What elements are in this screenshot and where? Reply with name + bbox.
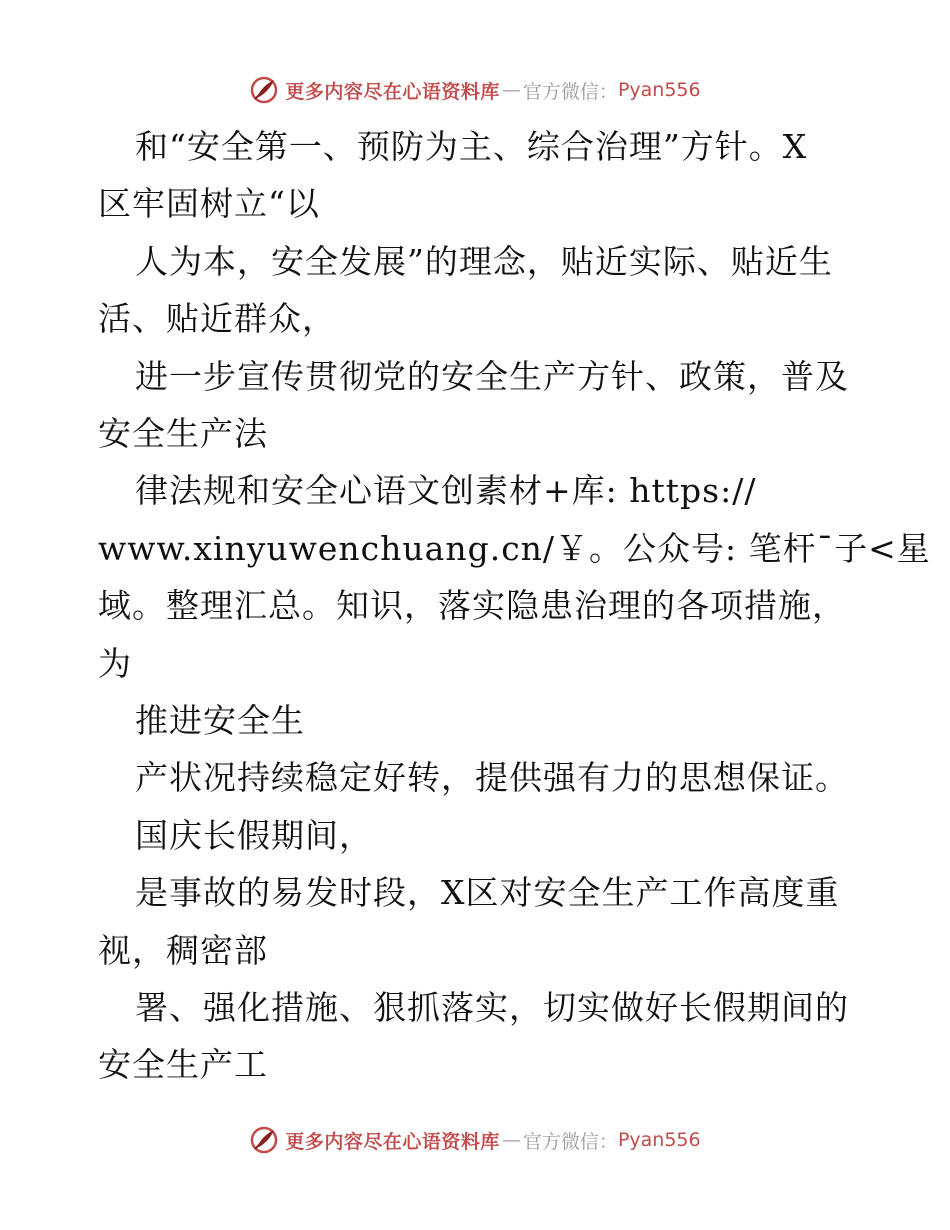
text-line: 和“安全第一、预防为主、综合治理”方针。X — [135, 127, 808, 166]
banner-wechat-id: Pyan556 — [617, 1129, 701, 1151]
banner-title: 更多内容尽在心语资料库 — [285, 1130, 500, 1153]
text-line: 推进安全生 — [135, 701, 305, 740]
footer-banner — [0, 1120, 950, 1160]
text-line: 产状况持续稳定好转，提供强有力的思想保证。 — [135, 758, 849, 797]
text-line: 国庆长假期间， — [135, 816, 373, 855]
text-line: 署、强化措施、狠抓落实，切实做好长假期间的 — [135, 988, 849, 1027]
text-line: 人为本，安全发展”的理念，贴近实际、贴近生 — [135, 242, 833, 281]
text-line: 活、贴近群众， — [98, 299, 336, 338]
text-line: 域。整理汇总。知识，落实隐患治理的各项措施， — [98, 586, 846, 625]
banner-wechat-label: 官方微信： — [522, 1130, 618, 1153]
feather-pen-logo-icon — [249, 1125, 279, 1155]
banner-separator: — — [501, 79, 521, 101]
text-line: 为 — [98, 644, 132, 683]
text-line: 进一步宣传贯彻党的安全生产方针、政策，普及 — [135, 357, 849, 396]
banner-wechat-label: 官方微信： — [522, 80, 618, 103]
header-banner — [0, 70, 950, 110]
text-line: 区牢固树立“以 — [98, 184, 320, 223]
text-line: 是事故的易发时段，X区对安全生产工作高度重 — [135, 873, 840, 912]
text-line: 律法规和安全心语文创素材+库: https:// — [135, 471, 757, 510]
banner-separator: — — [501, 1129, 521, 1151]
banner-title: 更多内容尽在心语资料库 — [285, 80, 500, 103]
banner-wechat-id: Pyan556 — [617, 79, 701, 101]
text-line: 视，稠密部 — [98, 931, 268, 970]
text-line: 安全生产工 — [98, 1045, 268, 1084]
text-line: 安全生产法 — [98, 414, 268, 453]
text-line: www.xinyuwenchuang.cn/￥。公众号: 笔杆¯子<星 — [98, 529, 931, 568]
feather-pen-logo-icon — [249, 75, 279, 105]
